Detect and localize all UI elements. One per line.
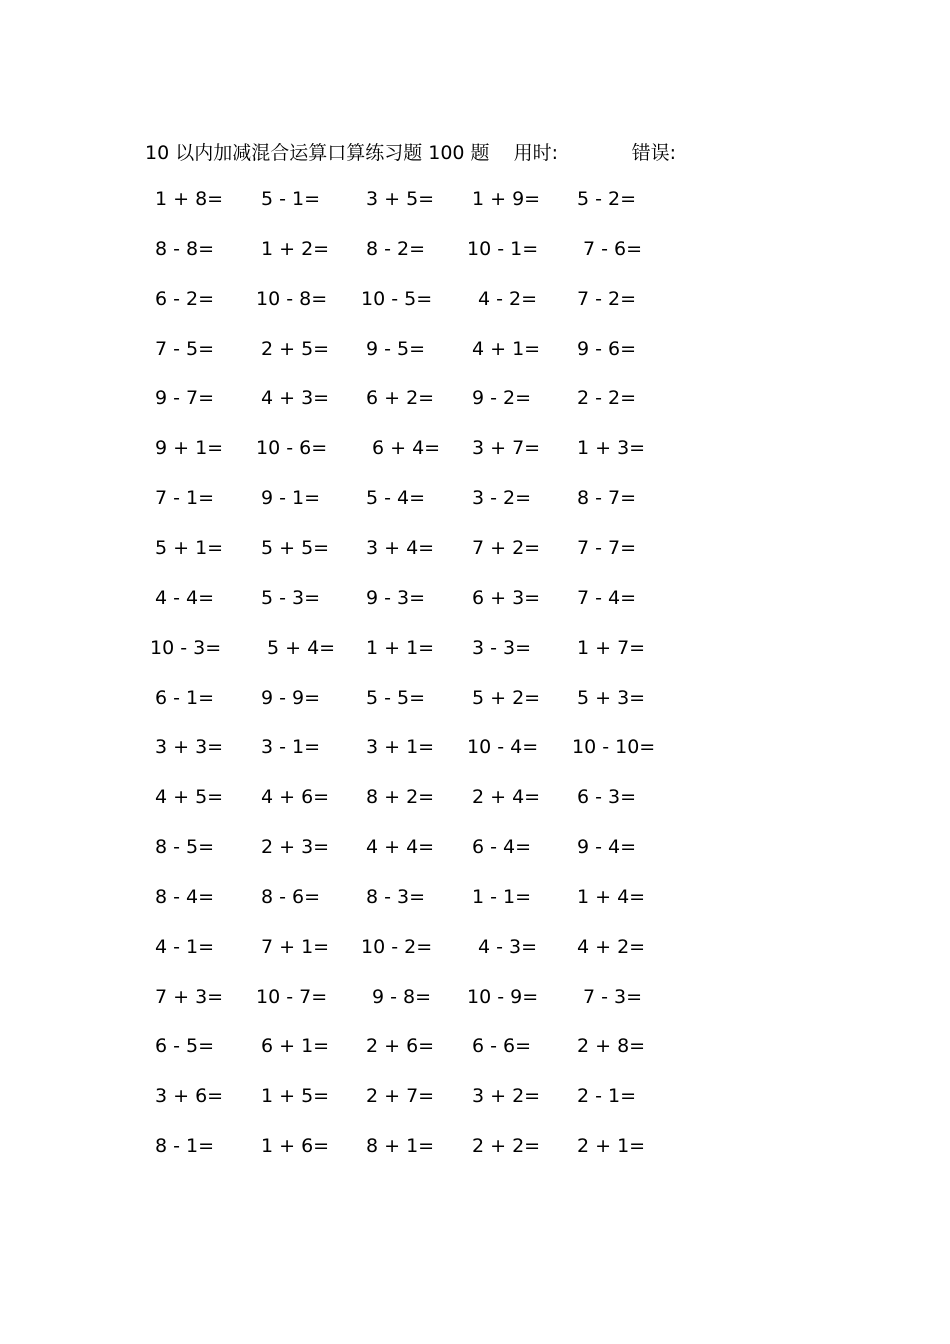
problem-item: 4 + 3= <box>261 387 330 410</box>
problem-item: 1 + 6= <box>261 1135 330 1158</box>
problem-item: 5 + 4= <box>267 636 336 659</box>
problem-item: 10 - 10= <box>572 736 656 759</box>
problem-item: 6 - 5= <box>155 1035 215 1058</box>
problem-row <box>0 433 950 463</box>
time-used-label: 用时: <box>513 141 558 164</box>
problem-item: 4 + 1= <box>472 337 541 360</box>
problem-item: 9 - 9= <box>261 686 321 709</box>
problem-item: 1 + 5= <box>261 1085 330 1108</box>
problem-item: 5 + 1= <box>155 536 224 559</box>
problem-item: 4 + 4= <box>366 836 435 859</box>
problem-item: 7 - 6= <box>583 237 643 260</box>
problem-row <box>0 932 950 962</box>
problem-item: 7 + 3= <box>155 985 224 1008</box>
problem-item: 2 + 6= <box>366 1035 435 1058</box>
problem-item: 5 - 5= <box>366 686 426 709</box>
problem-item: 3 - 3= <box>472 636 532 659</box>
problem-row <box>0 533 950 563</box>
problem-item: 2 - 1= <box>577 1085 637 1108</box>
problem-item: 2 + 1= <box>577 1135 646 1158</box>
problem-item: 1 + 9= <box>472 188 541 210</box>
problem-item: 1 + 2= <box>261 237 330 260</box>
problem-item: 7 - 1= <box>155 487 215 510</box>
problem-item: 1 + 3= <box>577 437 646 460</box>
problem-row <box>0 1081 950 1111</box>
problem-item: 9 - 7= <box>155 387 215 410</box>
problem-item: 1 - 1= <box>472 885 532 908</box>
problem-item: 10 - 2= <box>361 935 433 958</box>
problem-item: 5 + 3= <box>577 686 646 709</box>
worksheet-header <box>145 136 676 166</box>
problem-item: 8 - 7= <box>577 487 637 510</box>
problem-item: 8 - 2= <box>366 237 426 260</box>
problem-item: 6 + 3= <box>472 586 541 609</box>
problem-row <box>0 1031 950 1061</box>
problem-item: 9 - 5= <box>366 337 426 360</box>
problem-row <box>0 234 950 264</box>
problem-item: 7 - 7= <box>577 536 637 559</box>
problem-item: 6 - 1= <box>155 686 215 709</box>
problem-item: 7 + 1= <box>261 935 330 958</box>
problem-item: 10 - 4= <box>467 736 539 759</box>
problem-item: 1 + 1= <box>366 636 435 659</box>
problem-row <box>0 284 950 314</box>
problem-item: 10 - 3= <box>150 636 222 659</box>
problem-item: 8 + 2= <box>366 786 435 809</box>
problem-item: 8 - 8= <box>155 237 215 260</box>
problem-item: 3 + 6= <box>155 1085 224 1108</box>
problem-item: 6 - 6= <box>472 1035 532 1058</box>
problem-item: 3 + 7= <box>472 437 541 460</box>
problem-item: 2 + 4= <box>472 786 541 809</box>
problem-item: 2 - 2= <box>577 387 637 410</box>
problem-item: 5 + 5= <box>261 536 330 559</box>
problem-item: 8 - 3= <box>366 885 426 908</box>
problem-row <box>0 683 950 713</box>
problem-item: 2 + 3= <box>261 836 330 859</box>
problem-item: 6 - 4= <box>472 836 532 859</box>
problem-row <box>0 334 950 364</box>
problem-item: 4 - 2= <box>478 287 538 310</box>
problem-item: 3 + 2= <box>472 1085 541 1108</box>
problem-item: 5 - 1= <box>261 188 321 210</box>
problem-item: 8 - 4= <box>155 885 215 908</box>
problem-item: 4 - 1= <box>155 935 215 958</box>
problem-item: 8 - 5= <box>155 836 215 859</box>
problem-item: 4 + 2= <box>577 935 646 958</box>
problem-item: 9 - 1= <box>261 487 321 510</box>
problem-item: 2 + 2= <box>472 1135 541 1158</box>
problem-item: 3 + 4= <box>366 536 435 559</box>
problem-item: 4 - 3= <box>478 935 538 958</box>
problem-item: 3 + 3= <box>155 736 224 759</box>
problem-row <box>0 782 950 812</box>
problem-row <box>0 832 950 862</box>
problem-item: 10 - 7= <box>256 985 328 1008</box>
problem-item: 3 - 2= <box>472 487 532 510</box>
problem-item: 7 - 4= <box>577 586 637 609</box>
problem-item: 10 - 5= <box>361 287 433 310</box>
problem-item: 9 - 4= <box>577 836 637 859</box>
worksheet-title: 10 以内加减混合运算口算练习题 100 题 <box>145 141 490 164</box>
problem-item: 10 - 6= <box>256 437 328 460</box>
problem-item: 1 + 8= <box>155 188 224 210</box>
problem-item: 6 + 2= <box>366 387 435 410</box>
problem-item: 6 - 2= <box>155 287 215 310</box>
problem-item: 3 + 1= <box>366 736 435 759</box>
problem-item: 5 - 4= <box>366 487 426 510</box>
problem-item: 4 + 5= <box>155 786 224 809</box>
problem-item: 4 + 6= <box>261 786 330 809</box>
problem-item: 5 - 3= <box>261 586 321 609</box>
problem-item: 2 + 8= <box>577 1035 646 1058</box>
problem-item: 8 - 1= <box>155 1135 215 1158</box>
problem-item: 7 - 3= <box>583 985 643 1008</box>
problem-item: 10 - 8= <box>256 287 328 310</box>
errors-label: 错误: <box>631 141 676 164</box>
problem-item: 1 + 7= <box>577 636 646 659</box>
problem-row <box>0 1131 950 1161</box>
problem-item: 10 - 9= <box>467 985 539 1008</box>
problem-item: 8 + 1= <box>366 1135 435 1158</box>
problem-item: 10 - 1= <box>467 237 539 260</box>
problem-item: 3 + 5= <box>366 188 435 210</box>
problem-row <box>0 882 950 912</box>
problem-row <box>0 982 950 1012</box>
problem-item: 7 - 5= <box>155 337 215 360</box>
problem-item: 8 - 6= <box>261 885 321 908</box>
problem-item: 6 + 4= <box>372 437 441 460</box>
problem-row <box>0 732 950 762</box>
problem-row <box>0 383 950 413</box>
problem-item: 3 - 1= <box>261 736 321 759</box>
problem-item: 9 - 8= <box>372 985 432 1008</box>
problem-item: 9 - 2= <box>472 387 532 410</box>
problem-item: 7 - 2= <box>577 287 637 310</box>
problem-row <box>0 483 950 513</box>
problem-item: 9 - 6= <box>577 337 637 360</box>
problem-row <box>0 633 950 663</box>
problem-item: 1 + 4= <box>577 885 646 908</box>
problem-row <box>0 184 950 214</box>
problem-item: 6 + 1= <box>261 1035 330 1058</box>
problem-item: 7 + 2= <box>472 536 541 559</box>
problem-item: 5 + 2= <box>472 686 541 709</box>
problem-item: 9 - 3= <box>366 586 426 609</box>
problem-item: 9 + 1= <box>155 437 224 460</box>
problem-item: 2 + 5= <box>261 337 330 360</box>
problem-item: 5 - 2= <box>577 188 637 210</box>
problem-item: 2 + 7= <box>366 1085 435 1108</box>
problem-row <box>0 583 950 613</box>
problem-item: 4 - 4= <box>155 586 215 609</box>
problem-item: 6 - 3= <box>577 786 637 809</box>
